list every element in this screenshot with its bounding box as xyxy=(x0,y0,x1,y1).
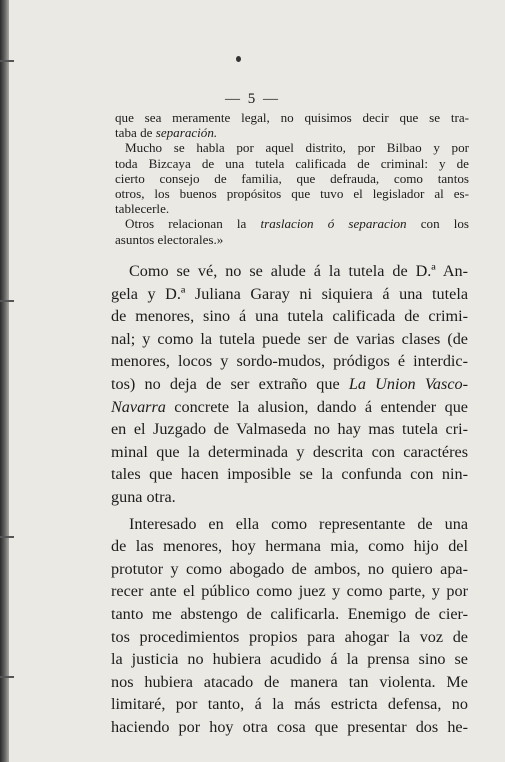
text-line xyxy=(111,513,468,536)
line-text: tos) no deja de ser extraño que xyxy=(111,374,349,393)
italic-text: Navarra xyxy=(111,397,166,416)
line-text: tos procedimientos propios para ahogar la voz de xyxy=(111,627,468,646)
line-text: tales que hacen imposible se la confunda con nin- xyxy=(111,465,468,484)
text-line xyxy=(115,125,469,140)
text-line xyxy=(115,156,469,171)
text-line xyxy=(111,463,468,486)
text-line xyxy=(111,305,468,328)
binding-thread-mark xyxy=(0,60,14,62)
line-text: nos hubiera atacado de manera tan violenta. Me xyxy=(111,672,468,691)
text-line xyxy=(111,328,468,351)
line-text: taba de xyxy=(115,125,156,141)
line-text: nal; y como la tutela puede ser de varias clases (de xyxy=(111,329,468,348)
line-text: tablecerle. xyxy=(115,201,170,217)
line-text-continued: concrete la alusion, dando á entender que xyxy=(165,397,468,416)
line-text: tanto me abstengo de calificarla. Enemigo de cier- xyxy=(111,604,468,623)
line-text-continued: con los xyxy=(406,216,470,232)
text-line xyxy=(111,396,468,419)
text-line xyxy=(111,603,468,626)
line-text: toda Bizcaya de una tutela calificada de criminal: y de xyxy=(115,155,469,171)
text-line xyxy=(111,716,468,739)
quoted-newspaper-excerpt xyxy=(115,110,469,247)
binding-thread-mark xyxy=(0,300,14,302)
line-text: Como se vé, no se alude á la tutela de D.ª An- xyxy=(129,262,468,280)
line-text: Otros relacionan la xyxy=(125,216,261,232)
italic-text: separación. xyxy=(155,125,218,141)
italic-text: traslacion ó separacion xyxy=(260,216,407,232)
text-line xyxy=(111,648,468,671)
text-line xyxy=(115,110,469,125)
text-line xyxy=(111,486,468,509)
text-line xyxy=(111,580,468,603)
ink-spot xyxy=(236,56,241,62)
line-text: limitaré, por tanto, á la más estricta defensa, no xyxy=(111,695,468,714)
text-line xyxy=(111,535,468,558)
text-line xyxy=(115,201,469,216)
text-line xyxy=(111,283,468,306)
text-line xyxy=(115,232,469,247)
binding-thread-mark xyxy=(0,536,14,538)
line-text: protutor y como abogado de ambos, no quiero apa- xyxy=(111,559,468,578)
binding-thread-mark xyxy=(0,676,14,678)
line-text: recer ante el público como juez y como parte, y por xyxy=(111,582,468,601)
body-text xyxy=(111,260,468,738)
text-line xyxy=(115,186,469,201)
text-line xyxy=(115,171,469,186)
line-text: otros, los buenos propósitos que tuvo el legislador al es- xyxy=(115,186,469,202)
text-line xyxy=(111,350,468,373)
line-text: en el Juzgado de Valmaseda no hay mas tutela cri- xyxy=(111,420,468,439)
line-text: de menores, sino á una tutela calificada de crimi- xyxy=(111,307,468,326)
line-text: menores, locos y sordo-mudos, pródigos é interdic- xyxy=(111,352,468,371)
text-line xyxy=(111,441,468,464)
text-line xyxy=(111,418,468,441)
line-text: la justicia no hubiera acudido á la prensa sino se xyxy=(111,650,468,669)
text-line xyxy=(111,373,468,396)
line-text: que sea meramente legal, no quisimos decir que se tra- xyxy=(115,110,469,125)
text-line xyxy=(115,140,469,155)
text-line xyxy=(111,260,468,283)
text-line xyxy=(111,671,468,694)
line-text: de las menores, hoy hermana mia, como hijo del xyxy=(111,537,468,556)
line-text: Interesado en ella como representante de una xyxy=(129,514,468,533)
line-text: minal que la determinada y descrita con caractéres xyxy=(111,442,468,461)
line-text: haciendo por hoy otra cosa que presentar dos he- xyxy=(111,717,468,736)
line-text: cierto consejo de familia, que defrauda, como tantos xyxy=(115,170,469,186)
line-text: asuntos electorales.» xyxy=(115,231,224,247)
page-number: — 5 — xyxy=(225,91,280,107)
text-line xyxy=(111,693,468,716)
line-text: guna otra. xyxy=(111,487,176,506)
text-line xyxy=(111,558,468,581)
book-binding-edge xyxy=(0,0,9,762)
text-line xyxy=(115,216,469,231)
line-text: Mucho se habla por aquel distrito, por Bilbao y por xyxy=(125,140,469,156)
italic-text: La Union Vasco- xyxy=(348,374,468,393)
line-text: gela y D.ª Juliana Garay ni siquiera á una tutela xyxy=(111,284,468,303)
text-line xyxy=(111,626,468,649)
